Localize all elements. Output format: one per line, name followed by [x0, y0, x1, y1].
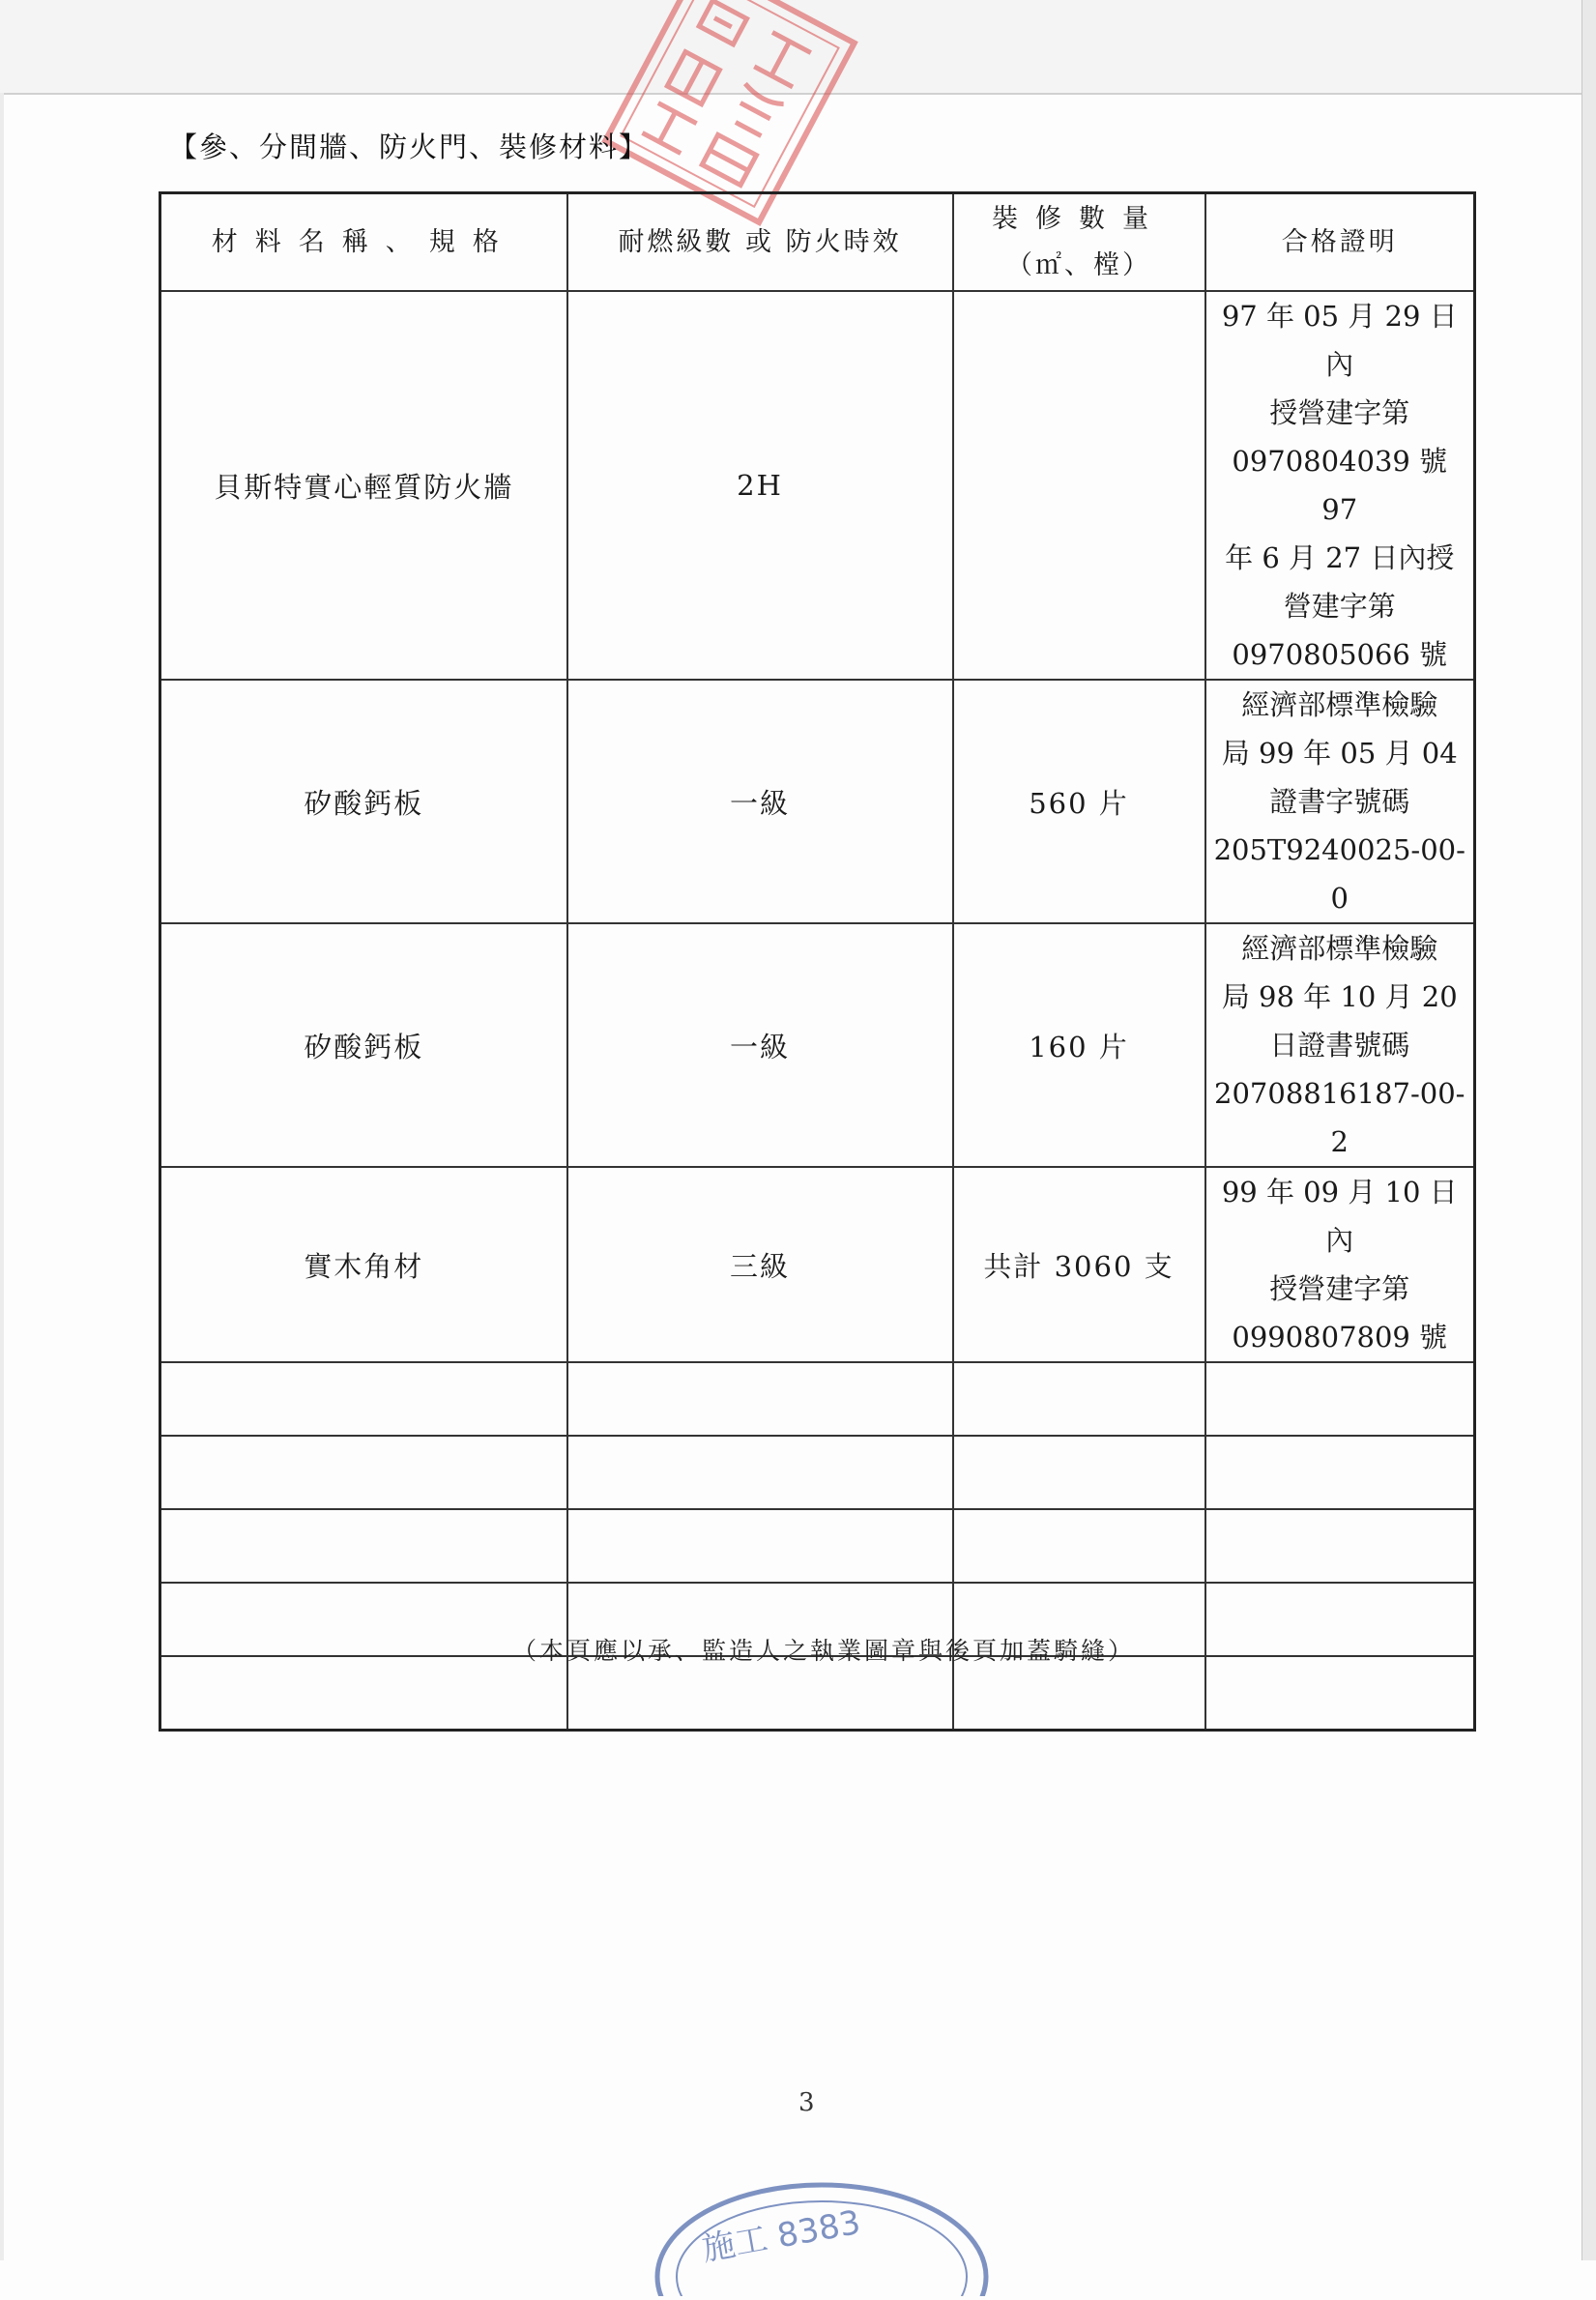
header-material-name: 材料名稱、規格 [160, 193, 567, 292]
empty-cell [1205, 1436, 1475, 1509]
rating-cell [567, 1167, 953, 1362]
empty-table-row [160, 1509, 1475, 1583]
header-quantity-line2: （㎡、樘） [1006, 249, 1151, 280]
certificate-cell [1205, 923, 1475, 1167]
material-name-cell [160, 1167, 567, 1362]
empty-cell [160, 1583, 567, 1656]
blue-seal-stamp [648, 2170, 996, 2296]
certificate-cell [1205, 680, 1475, 923]
material-name-cell [160, 923, 567, 1167]
table-header-row [160, 193, 1475, 292]
page-number: 3 [798, 2088, 815, 2117]
certificate-line: 20708816187-00-2 [1214, 1077, 1465, 1158]
header-quantity [953, 193, 1205, 292]
quantity: 560 片 [1029, 786, 1129, 820]
empty-cell [1205, 1656, 1475, 1730]
empty-cell [1205, 1509, 1475, 1583]
certificate-line: 授營建字第 [1269, 1272, 1410, 1305]
header-certificate: 合格證明 [1205, 193, 1475, 292]
scan-left-edge [0, 93, 4, 2260]
rating-cell [567, 923, 953, 1167]
rating-cell [567, 291, 953, 680]
rating: 2H [737, 469, 783, 502]
certificate-cell [1205, 1167, 1475, 1362]
empty-cell [567, 1509, 953, 1583]
material-name-cell [160, 680, 567, 923]
table-row [160, 680, 1475, 923]
quantity-cell [953, 923, 1205, 1167]
section-heading: 【參、分間牆、防火門、裝修材料】 [169, 131, 650, 163]
empty-cell [160, 1656, 567, 1730]
quantity-cell [953, 291, 1205, 680]
material-name-cell [160, 291, 567, 680]
certificate-line: 局 99 年 05 月 04 [1221, 737, 1458, 770]
material-name: 矽酸鈣板 [304, 786, 424, 820]
header-rating: 耐燃級數 或 防火時效 [567, 193, 953, 292]
certificate-line: 營建字第 [1283, 590, 1396, 623]
empty-table-row [160, 1656, 1475, 1730]
certificate-line: 0970805066 號 [1232, 638, 1448, 671]
material-name: 矽酸鈣板 [304, 1030, 424, 1063]
empty-table-row [160, 1362, 1475, 1436]
rating: 一級 [729, 786, 790, 820]
material-name: 實木角材 [304, 1249, 424, 1283]
table-row [160, 923, 1475, 1167]
rating: 一級 [729, 1030, 790, 1063]
empty-cell [567, 1656, 953, 1730]
table-row [160, 291, 1475, 680]
empty-cell [567, 1362, 953, 1436]
materials-table [159, 191, 1476, 1732]
table-row [160, 1167, 1475, 1362]
quantity-cell [953, 680, 1205, 923]
empty-cell [953, 1656, 1205, 1730]
certificate-line: 205T9240025-00-0 [1213, 833, 1465, 915]
empty-cell [160, 1362, 567, 1436]
blue-seal-text: 施工 8383 [699, 2202, 864, 2269]
seal-footnote: （本頁應以承、監造人之執業圖章與後頁加蓋騎縫） [512, 1637, 1136, 1665]
certificate-line: 證書字號碼 [1269, 785, 1410, 818]
certificate-line: 年 6 月 27 日內授 [1225, 541, 1455, 574]
empty-cell [160, 1436, 567, 1509]
empty-cell [1205, 1362, 1475, 1436]
certificate-line: 日證書號碼 [1269, 1029, 1410, 1062]
certificate-line: 97 年 05 月 29 日內 [1221, 300, 1458, 381]
quantity: 160 片 [1029, 1030, 1129, 1063]
certificate-line: 99 年 09 月 10 日內 [1221, 1176, 1458, 1257]
certificate-line: 經濟部標準檢驗 [1241, 688, 1438, 721]
header-quantity-line1: 裝修數量 [992, 203, 1166, 234]
rating: 三級 [729, 1249, 790, 1283]
empty-cell [567, 1436, 953, 1509]
empty-table-row [160, 1436, 1475, 1509]
empty-cell [953, 1362, 1205, 1436]
certificate-line: 授營建字第 [1269, 396, 1410, 429]
certificate-line: 0990807809 號 [1232, 1321, 1448, 1354]
quantity: 共計 3060 支 [983, 1249, 1175, 1283]
empty-cell [953, 1509, 1205, 1583]
rating-cell [567, 680, 953, 923]
scan-right-edge [1581, 0, 1596, 2260]
empty-cell [160, 1509, 567, 1583]
quantity-cell [953, 1167, 1205, 1362]
certificate-line: 經濟部標準檢驗 [1241, 932, 1438, 965]
material-name: 貝斯特實心輕質防火牆 [214, 470, 514, 504]
certificate-cell [1205, 291, 1475, 680]
certificate-line: 局 98 年 10 月 20 [1221, 980, 1458, 1013]
empty-cell [953, 1436, 1205, 1509]
certificate-line: 0970804039 號 97 [1232, 445, 1448, 526]
empty-cell [1205, 1583, 1475, 1656]
